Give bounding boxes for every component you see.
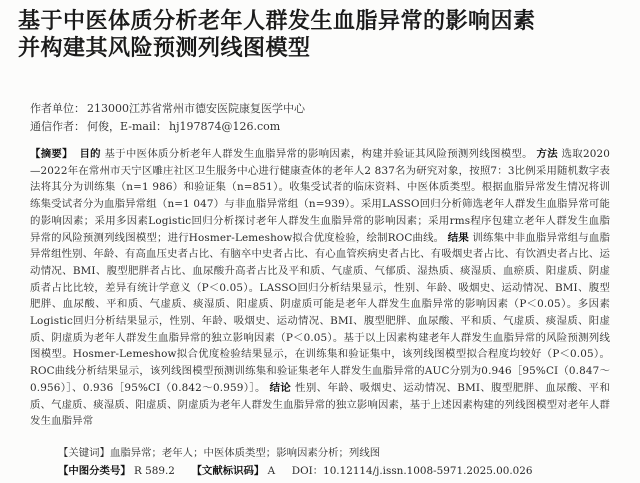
email-label: E-mail： [120, 120, 167, 133]
clc-value: R 589.2 [134, 465, 175, 477]
title-line-1: 基于中医体质分析老年人群发生血脂异常的影响因素 [18, 9, 536, 34]
title-line-2: 并构建其风险预测列线图模型 [18, 36, 311, 61]
corresponding-author-name: 何俊， [87, 120, 120, 133]
corresponding-author-label: 通信作者： [30, 120, 85, 133]
classification-line [58, 464, 532, 478]
objective-label: 目的 [79, 148, 101, 160]
abstract-block [30, 146, 610, 430]
keywords-text: 血脂异常；老年人；中医体质类型；影响因素分析；列线图 [109, 447, 381, 459]
corresponding-author-line [30, 120, 280, 134]
results-text: 训练集中非血脂异常组与血脂异常组性别、年龄、有高血压史者占比、有脑卒中史者占比、有心血管疾病史者占比、有吸烟史者占比、有饮酒史者占比、运动情况、BMI、腹型肥胖者占比、血尿酸升高者占比及平和质、气虚质、气郁质、湿热质、痰湿质、血瘀质、阳虚质、阴虚质者占比比较，差异有统计学意义（P＜0.05）。LASSO回归分析结果显示，性别、年龄、吸烟史、运动情况、BMI、腹型肥胖、血尿酸、平和质、气虚质、痰湿质、阳虚质、阴虚质可能是老年人群发生血脂异常的影响因素（P＜0.05）。多因素Logistic回归分析结果显示，性别、年龄、吸烟史、运动情况、BMI、腹型肥胖、血尿酸、平和质、气虚质、痰湿质、阳虚质、阴虚质为老年人群发生血脂异常的独立影响因素（P＜0.05）。基于以上因素构建老年人群发生血脂异常的风险预测列线图模型。Hosmer-Lemeshow拟合优度检验结果显示，在训练集和验证集中，该列线图模型拟合程度均较好（P＜0.05）。ROC曲线分析结果显示，该列线图模型预测训练集和验证集老年人群发生血脂异常的AUC分别为0.946［95%CI（0.847～0.956）］、0.936［95%CI（0.842～0.959）］。 [30, 231, 610, 394]
results-label: 结果 [447, 231, 469, 244]
doc-code-label: 【文献标识码】 [191, 465, 265, 477]
methods-label: 方法 [536, 148, 558, 160]
keywords-line [58, 446, 618, 460]
email-address: hj197874@126.com [168, 120, 281, 133]
author-unit-value: 213000江苏省常州市德安医院康复医学中心 [87, 102, 305, 115]
conclusion-label: 结论 [269, 381, 292, 394]
doc-code-value: A [267, 465, 276, 477]
clc-label: 【中图分类号】 [58, 465, 131, 477]
author-unit-label: 作者单位： [30, 102, 85, 115]
keywords-label: 【关键词】 [58, 447, 110, 459]
article-title [18, 8, 628, 62]
objective-text: 基于中医体质分析老年人群发生血脂异常的影响因素，构建并验证其风险预测列线图模型。 [104, 148, 533, 160]
author-unit-line [30, 102, 305, 116]
methods-text: 选取2020—2022年在常州市天宁区雕庄社区卫生服务中心进行健康查体的老年人2 837名为研究对象，按照7：3比例采用随机数字表法将其分为训练集（n=1 986）和验证集（n=851）。收集受试者的临床资料、中医体质类型。根据血脂异常发生情况将训练集受试者分为血脂异常组（n=1 047）与非血脂异常组（n=939）。采用LASSO回归分析筛选老年人群发生血脂异常可能的影响因素；采用多因素Logistic回归分析探讨老年人群发生血脂异常的影响因素；采用rms程序包建立老年人群发生血脂异常的风险预测列线图模型；进行Hosmer-Lemeshow拟合优度检验，绘制ROC曲线。 [30, 148, 611, 244]
abstract-label: 【摘要】 [30, 148, 73, 160]
conclusion-text: 性别、年龄、吸烟史、运动情况、BMI、腹型肥胖、血尿酸、平和质、气虚质、痰湿质、阳虚质、阴虚质为老年人群发生血脂异常的独立影响因素，基于上述因素构建的列线图模型对老年人群发生血脂异常 [30, 381, 610, 428]
doi-text: DOI：10.12114/j.issn.1008-5971.2025.00.026 [291, 465, 533, 477]
